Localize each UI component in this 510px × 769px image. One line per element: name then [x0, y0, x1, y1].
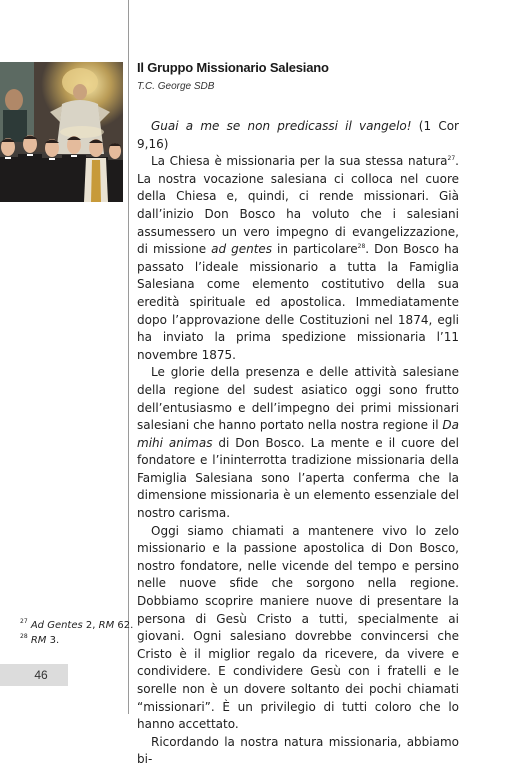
article-author: T.C. George SDB	[137, 81, 215, 92]
emphasis: RM	[30, 635, 47, 646]
epigraph-quote: Guai a me se non predicassi il vangelo!	[151, 119, 412, 133]
paragraph	[137, 364, 459, 522]
footnotes	[20, 618, 134, 648]
paragraph-text: La Chiesa è missionaria per la sua stessa natura	[151, 154, 448, 169]
footnote	[20, 633, 126, 648]
footnote-number: 27	[20, 618, 28, 625]
page-number-box	[0, 664, 68, 686]
footnote-text: 62.	[114, 620, 134, 631]
page-number: 46	[34, 668, 48, 682]
article-body	[137, 118, 459, 769]
paragraph	[137, 153, 459, 364]
paragraph-text: Le glorie della presenza e delle attività salesiane della regione del sudest asiatico oggi sono frutto dell’entusiasmo e dell’impegno dei primi missionari salesiani che hanno portato nella nostra regione il	[137, 365, 459, 433]
footnote	[20, 618, 134, 633]
epigraph	[137, 118, 459, 153]
paragraph: Oggi siamo chiamati a mantenere vivo lo zelo missionario e la passione apostolica di Don Bosco, nostro fondatore, nelle vicende del tempo e persino nelle nuove sfide che sorgono nella regione. Dobbiamo scoprire maniere nuove di presentare la persona di Gesù Cristo a tutti, specialmente ai giovani. Ogni salesiano dovrebbe convincersi che Cristo è il miglior regalo da ricevere, da vivere e condividere. E condividere Gesù con i fratelli e le sorelle non è un dovere soltanto dei pochi chiamati “missionari”. È un privilegio di tutti coloro che lo hanno accettato.	[137, 523, 459, 732]
emphasis: ad gentes	[211, 242, 273, 257]
paragraph-text: . La nostra vocazione salesiana ci colloca nel cuore della Chiesa e, quindi, ci rende missionari. Già dall’inizio Don Bosco ha voluto che i salesiani assumessero un vero impegno di evangelizzazione, di missione	[137, 154, 459, 257]
paragraph: Ricordando la nostra natura missionaria, abbiamo bi-	[137, 734, 459, 767]
group-photo	[0, 62, 123, 202]
footnote-text: 2,	[82, 620, 99, 631]
paragraph-text: di Don Bosco. La mente e il cuore del fondatore e l’ininterrotta tradizione missionaria della Famiglia Salesiana sono l’aperta conferma che la dimensione missionaria è un elemento essenziale del nostro carisma.	[137, 435, 459, 521]
paragraph-text: . Don Bosco ha passato l’ideale missionario a tutta la Famiglia Salesiana come elemento costitutivo della sua eredità spirituale ed apostolica. Immediatamente dopo l’approvazione delle Costituzioni nel 1874, egli ha inviato la prima spedizione missionaria l’11 novembre 1875.	[137, 242, 459, 362]
article-title: Il Gruppo Missionario Salesiano	[137, 60, 329, 75]
footnote-text: 3.	[46, 635, 60, 646]
emphasis: Ad Gentes	[30, 620, 83, 631]
paragraph-text: in particolare	[272, 242, 358, 257]
emphasis: Da mihi animas	[137, 418, 459, 450]
epigraph-reference: (1 Cor 9,16)	[137, 119, 459, 151]
footnote-number: 28	[20, 633, 28, 640]
emphasis: RM	[98, 620, 115, 631]
footnote-ref: 28	[357, 243, 366, 251]
footnote-ref: 27	[447, 155, 456, 163]
column-divider	[128, 0, 129, 714]
